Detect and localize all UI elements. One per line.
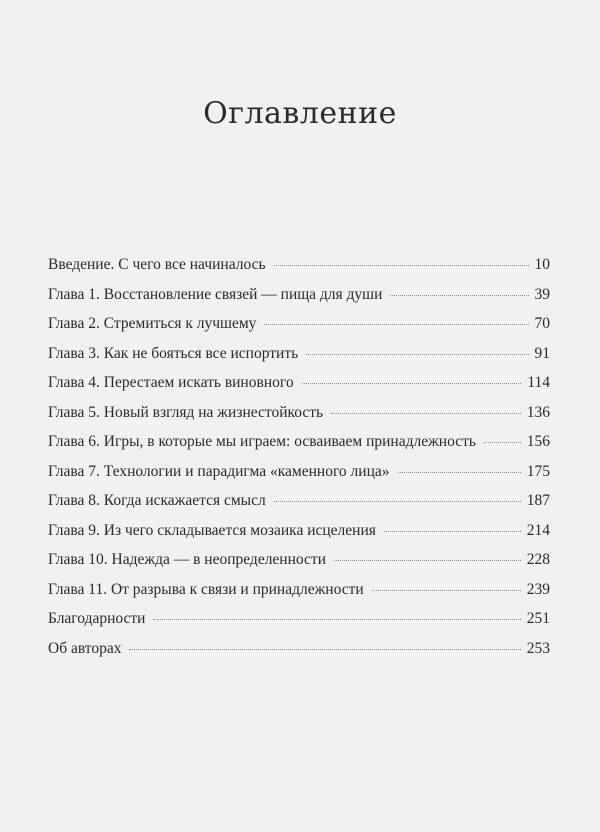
- toc-entry-title: Глава 3. Как не бояться все испортить: [48, 344, 299, 362]
- toc-entry-page: 136: [526, 403, 550, 421]
- toc-entry-title: Глава 5. Новый взгляд на жизнестойкость: [48, 403, 324, 421]
- toc-entry-title: Глава 9. Из чего складывается мозаика исцеления: [48, 521, 376, 539]
- dot-leader: [484, 442, 521, 443]
- toc-entry-title: Глава 2. Стремиться к лучшему: [48, 315, 257, 332]
- toc-entry-title: Глава 10. Надежда — в неопределенности: [48, 551, 326, 568]
- toc-entry-title: Глава 4. Перестаем искать виновного: [48, 374, 294, 391]
- toc-entry-page: 156: [526, 433, 550, 450]
- dot-leader: [372, 590, 521, 591]
- toc-entry: [48, 634, 550, 664]
- dot-leader: [384, 531, 521, 532]
- toc-entry-title: Глава 11. От разрыва к связи и принадлежности: [48, 580, 364, 598]
- dot-leader: [390, 295, 528, 296]
- toc-entry-page: 187: [526, 492, 550, 509]
- toc-entry-page: 39: [534, 285, 550, 303]
- table-of-contents: [48, 250, 550, 663]
- toc-entry-title: Глава 1. Восстановление связей — пища для души: [48, 285, 383, 303]
- toc-entry: [48, 457, 550, 487]
- page-title: Оглавление: [203, 96, 397, 131]
- toc-entry: [48, 486, 550, 516]
- toc-entry: [48, 398, 550, 428]
- toc-entry: [48, 339, 550, 369]
- toc-entry-page: 228: [526, 551, 550, 568]
- toc-entry-page: 91: [534, 344, 550, 362]
- dot-leader: [302, 383, 522, 384]
- toc-entry: [48, 368, 550, 398]
- toc-entry-title: Глава 8. Когда искажается смысл: [48, 492, 266, 509]
- toc-entry-page: 239: [526, 580, 550, 598]
- dot-leader: [331, 413, 521, 414]
- toc-entry: [48, 575, 550, 605]
- toc-entry-page: 70: [534, 315, 550, 332]
- dot-leader: [334, 560, 521, 561]
- dot-leader: [129, 649, 520, 650]
- toc-entry: [48, 427, 550, 457]
- dot-leader: [274, 265, 529, 266]
- toc-entry-title: Благодарности: [48, 610, 146, 627]
- toc-entry-title: Введение. С чего все начиналось: [48, 256, 266, 273]
- dot-leader: [306, 354, 528, 355]
- toc-entry: [48, 516, 550, 546]
- toc-entry-title: Глава 7. Технологии и парадигма «каменного лица»: [48, 462, 390, 480]
- toc-entry-page: 253: [526, 639, 550, 657]
- toc-entry-page: 114: [527, 374, 550, 391]
- dot-leader: [398, 472, 521, 473]
- toc-entry-page: 10: [534, 256, 550, 273]
- toc-entry: [48, 545, 550, 575]
- toc-entry: [48, 309, 550, 339]
- dot-leader: [264, 324, 528, 325]
- toc-entry-page: 214: [526, 521, 550, 539]
- toc-entry-page: 251: [526, 610, 550, 627]
- toc-entry: [48, 280, 550, 310]
- toc-entry-title: Об авторах: [48, 639, 122, 657]
- toc-entry: [48, 250, 550, 280]
- toc-entry-page: 175: [526, 462, 550, 480]
- dot-leader: [274, 501, 521, 502]
- dot-leader: [153, 619, 520, 620]
- toc-entry-title: Глава 6. Игры, в которые мы играем: осваиваем принадлежность: [48, 433, 476, 450]
- toc-entry: [48, 604, 550, 634]
